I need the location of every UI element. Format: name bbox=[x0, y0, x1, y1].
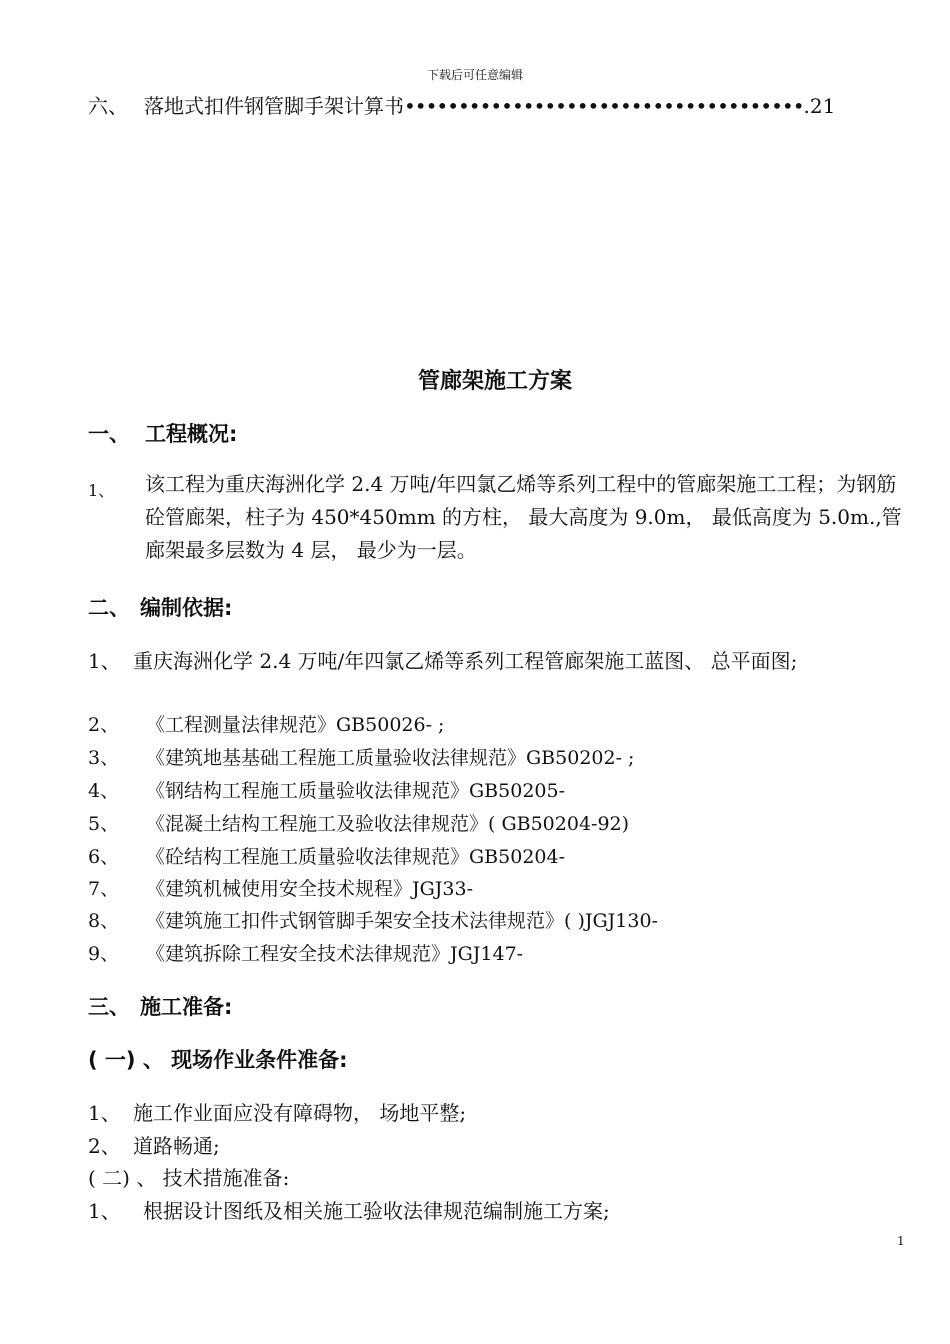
list-item-number: 8、 bbox=[88, 910, 120, 932]
toc-entry-page: .21 bbox=[803, 94, 836, 118]
toc-entry-title: 落地式扣件钢管脚手架计算书 bbox=[144, 94, 404, 118]
list-item-text: 《建筑机械使用安全技术规程》JGJ33- bbox=[146, 878, 474, 900]
document-title: 管廊架施工方案 bbox=[417, 369, 572, 394]
section-1-heading: 工程概况: bbox=[145, 422, 238, 446]
section-1-paragraph: 该工程为重庆海洲化学 2.4 万吨/年四氯乙烯等系列工程中的管廊架施工工程；为钢筋砼管廊架，柱子为 450*450mm 的方柱， 最大高度为 9.0m， 最低高度为 5.0m.,管廊架最多层数为 4 层， 最少为一层。 bbox=[145, 472, 902, 562]
list-item-number: 2、 bbox=[88, 1134, 121, 1158]
list-item-number: 4、 bbox=[88, 780, 120, 802]
list-item-text: 《钢结构工程施工质量验收法律规范》GB50205- bbox=[146, 780, 566, 802]
list-item-text: 《建筑施工扣件式钢管脚手架安全技术法律规范》( )JGJ130- bbox=[146, 910, 658, 932]
list-item-number: 1、 bbox=[88, 1101, 121, 1125]
list-item-number: 1、 bbox=[88, 1199, 121, 1223]
subsection-1-heading: ( 一) 、 现场作业条件准备: bbox=[88, 1048, 348, 1072]
list-item-text: 施工作业面应没有障碍物， 场地平整; bbox=[133, 1101, 467, 1125]
list-item-text: 道路畅通; bbox=[133, 1134, 220, 1158]
section-2-item-1-text: 重庆海洲化学 2.4 万吨/年四氯乙烯等系列工程管廊架施工蓝图、 总平面图; bbox=[133, 649, 798, 673]
list-item-text: 《混凝土结构工程施工及验收法律规范》( GB50204-92) bbox=[146, 813, 630, 835]
list-item-number: 3、 bbox=[88, 747, 120, 769]
list-item-number: 9、 bbox=[88, 943, 120, 965]
list-item-text: 根据设计图纸及相关施工验收法律规范编制施工方案; bbox=[143, 1199, 610, 1223]
section-2-item-1-number: 1、 bbox=[88, 649, 121, 673]
list-item-text: 《工程测量法律规范》GB50026- ; bbox=[146, 714, 445, 736]
list-item-text: 《建筑地基基础工程施工质量验收法律规范》GB50202- ; bbox=[146, 747, 635, 769]
list-item-text: 《建筑拆除工程安全技术法律规范》JGJ147- bbox=[146, 943, 524, 965]
subsection-2-heading: ( 二) 、 技术措施准备: bbox=[88, 1166, 290, 1190]
section-2-heading: 编制依据: bbox=[140, 596, 233, 620]
section-3-number: 三、 bbox=[88, 995, 130, 1019]
page-number: 1 bbox=[897, 1234, 905, 1248]
section-2-number: 二、 bbox=[88, 596, 130, 620]
section-1-item-number: 1、 bbox=[88, 481, 115, 500]
toc-leader-dots: ••••••••••••••••••••••••••••••••••••• bbox=[404, 94, 804, 118]
list-item-number: 7、 bbox=[88, 878, 120, 900]
list-item-number: 6、 bbox=[88, 846, 120, 868]
list-item-number: 2、 bbox=[88, 714, 120, 736]
toc-entry[interactable] bbox=[88, 90, 835, 119]
section-3-heading: 施工准备: bbox=[140, 995, 233, 1019]
list-item-number: 5、 bbox=[88, 813, 120, 835]
section-1-number: 一、 bbox=[88, 422, 130, 446]
header-note: 下载后可任意编辑 bbox=[426, 68, 523, 82]
list-item-text: 《砼结构工程施工质量验收法律规范》GB50204- bbox=[146, 846, 566, 868]
toc-entry-number: 六、 bbox=[88, 94, 128, 118]
